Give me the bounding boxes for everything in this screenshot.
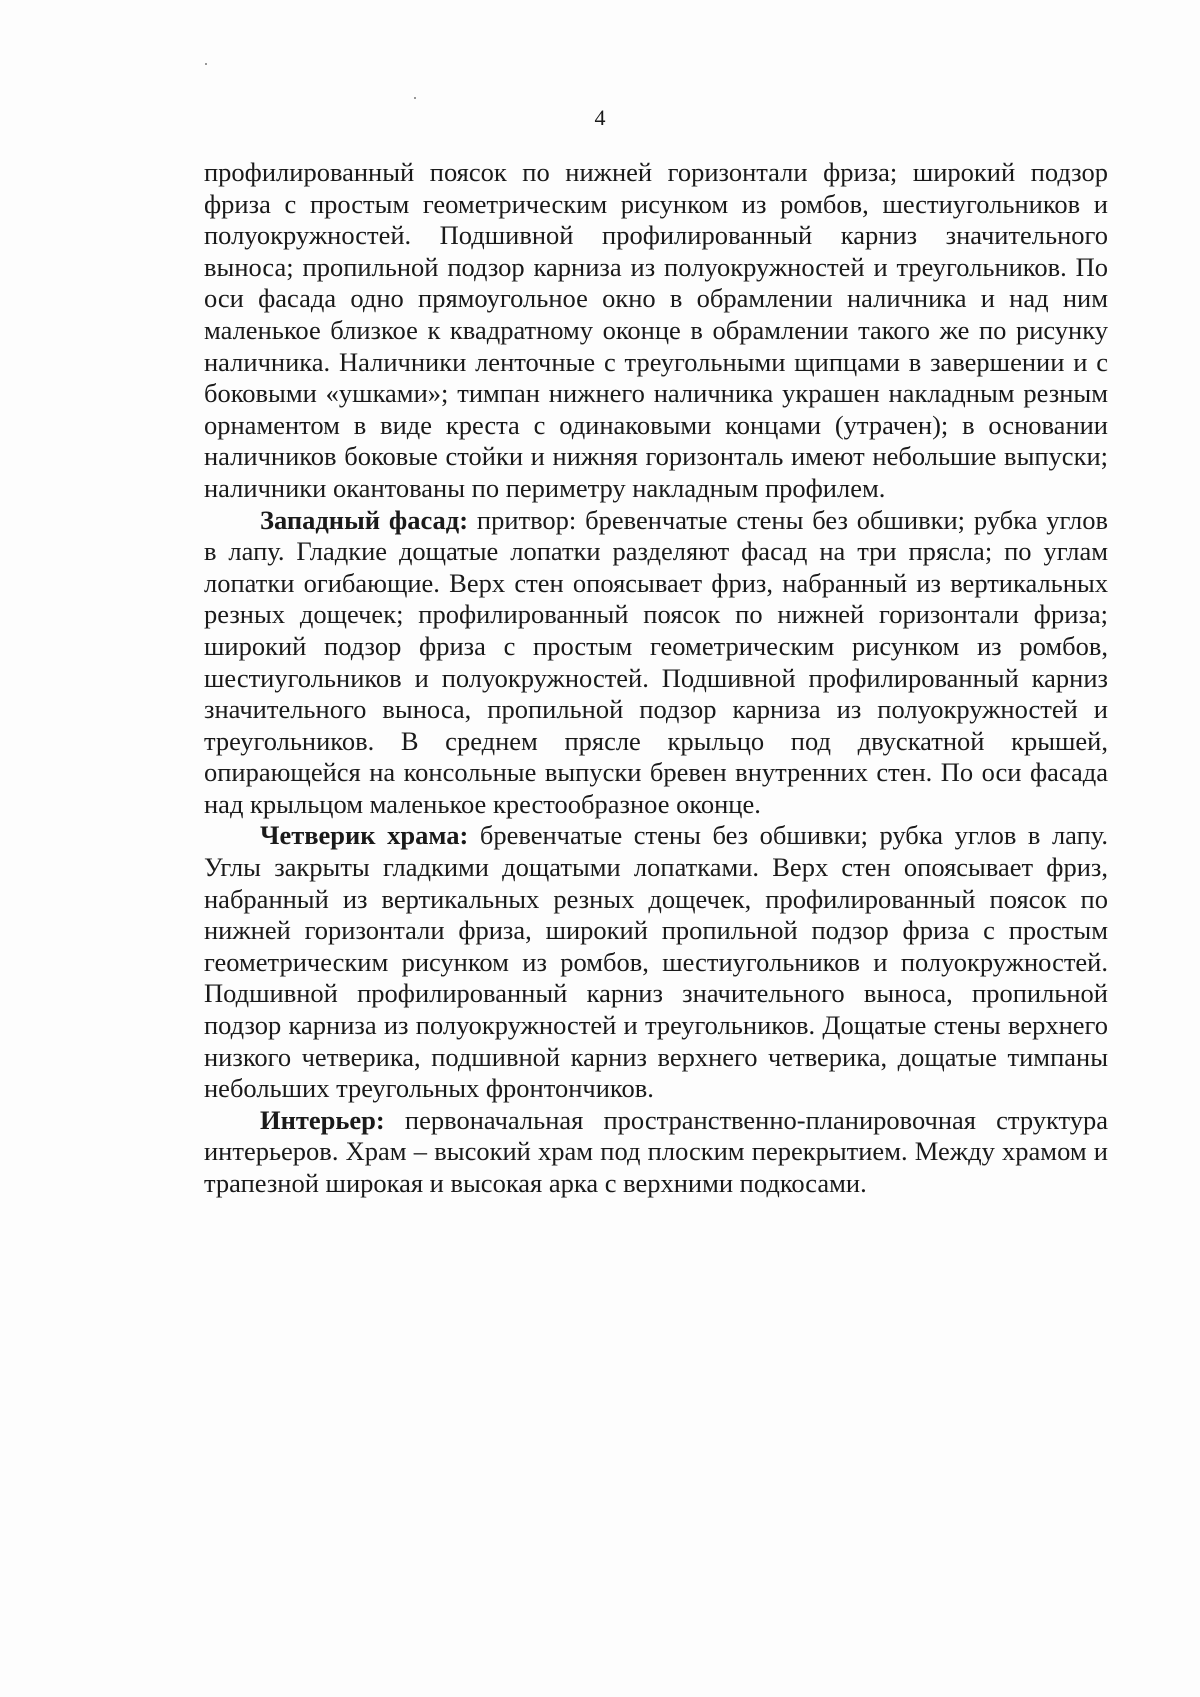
paragraph-continuation xyxy=(204,157,1108,505)
paragraph-interior xyxy=(204,1105,1108,1200)
scan-speck xyxy=(414,97,416,99)
paragraph-text: профилированный поясок по нижней горизонтали фриза; широкий подзор фриза с простым геометрическим рисунком из ромбов, шестиугольников и полуокружностей. Подшивной профилированный карниз значительного выноса; пропильной подзор карниза из полуокружностей и треугольников. По оси фасада одно прямоугольное окно в обрамлении наличника и над ним маленькое близкое к квадратному оконце в обрамлении такого же по рисунку наличника. Наличники ленточные с треугольными щипцами в завершении и с боковыми «ушками»; тимпан нижнего наличника украшен накладным резным орнаментом в виде креста с одинаковыми концами (утрачен); в основании наличников боковые стойки и нижняя горизонталь имеют небольшие выпуски; наличники окантованы по периметру накладным профилем. xyxy=(204,157,1108,503)
page-number: 4 xyxy=(594,105,606,130)
paragraph-text: бревенчатые стены без обшивки; рубка углов в лапу. Углы закрыты гладкими дощатыми лопатками. Верх стен опоясывает фриз, набранный из вертикальных резных дощечек, профилированный поясок по нижней горизонтали фриза, широкий пропильной подзор фриза с простым геометрическим рисунком из ромбов, шестиугольников и полуокружностей. Подшивной профилированный карниз значительного выноса, пропильной подзор карниза из полуокружностей и треугольников. Дощатые стены верхнего низкого четверика, подшивной карниз верхнего четверика, дощатые тимпаны небольших треугольных фронтончиков. xyxy=(204,820,1108,1104)
paragraph-lead: Западный фасад: xyxy=(260,504,469,535)
paragraph-text: первоначальная пространственно-планировочная структура интерьеров. Храм – высокий храм под плоским перекрытием. Между храмом и трапезной широкая и высокая арка с верхними подкосами. xyxy=(204,1104,1108,1198)
paragraph-lead: Четверик храма: xyxy=(260,820,469,851)
paragraph-west-facade xyxy=(204,505,1108,821)
paragraph-temple-quadrangle xyxy=(204,820,1108,1104)
paragraph-text: притвор: бревенчатые стены без обшивки; рубка углов в лапу. Гладкие дощатые лопатки разделяют фасад на три прясла; по углам лопатки огибающие. Верх стен опоясывает фриз, набранный из вертикальных резных дощечек; профилированный поясок по нижней горизонтали фриза; широкий подзор фриза с простым геометрическим рисунком из ромбов, шестиугольников и полуокружностей. Подшивной профилированный карниз значительного выноса, пропильной подзор карниза из полуокружностей и треугольников. В среднем прясле крыльцо под двускатной крышей, опирающейся на консольные выпуски бревен внутренних стен. По оси фасада над крыльцом маленькое крестообразное оконце. xyxy=(204,504,1108,819)
paragraph-lead: Интерьер: xyxy=(260,1104,385,1135)
body-text xyxy=(204,157,1108,1200)
scan-speck xyxy=(205,63,207,65)
